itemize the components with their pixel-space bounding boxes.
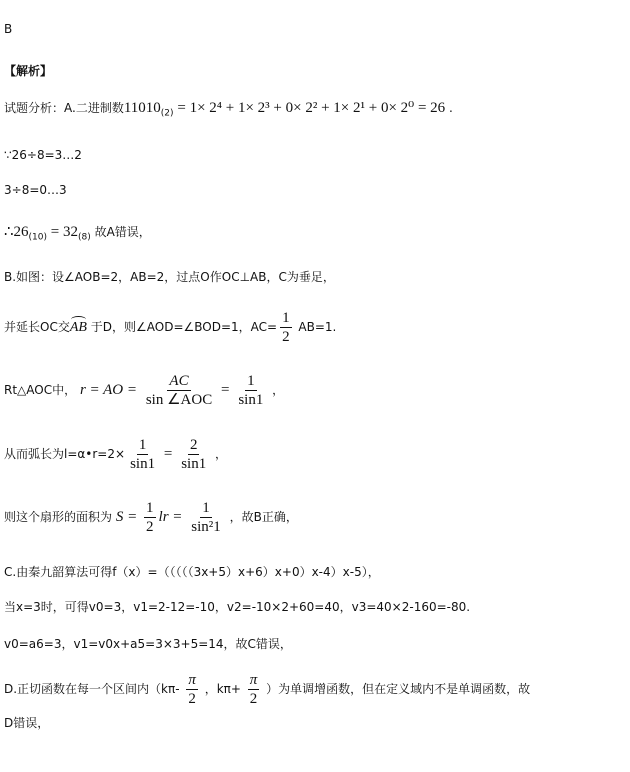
equals-sign: =: [163, 446, 173, 462]
section-title: 【解析】: [4, 64, 53, 78]
part-b-line-2: [4, 310, 336, 345]
arc-pre: 从而弧长为l=α•r=2×: [4, 447, 126, 461]
fraction-denominator: sin²1: [191, 519, 221, 535]
therefore-symbol: ∴: [4, 224, 14, 240]
fraction-one-sin2: [189, 500, 223, 535]
fraction-numerator: AC: [169, 373, 189, 389]
binary-expansion: = 1× 2⁴ + 1× 2³ + 0× 2² + 1× 2¹ + 0× 2⁰ = 26: [177, 100, 446, 116]
area-line: [4, 500, 298, 535]
fraction-one-sin1: [236, 373, 265, 408]
area-pre: 则这个扇形的面积为: [4, 510, 113, 524]
fraction-denominator: sin ∠AOC: [145, 392, 213, 408]
part-b-post: AB=1.: [298, 320, 337, 334]
decimal-number: 26: [13, 224, 29, 240]
fraction-numerator: 1: [282, 310, 290, 326]
fraction-denominator: 2: [249, 691, 258, 707]
part-d-line-1: [4, 672, 530, 707]
division-line: 3÷8=0…3: [4, 183, 67, 197]
equals-sign: =: [221, 382, 230, 398]
fraction-numerator: π: [249, 672, 258, 688]
fraction-ac-sin: [144, 373, 214, 408]
arc-post: ，: [215, 447, 228, 461]
part-b-line-1: B.如图：设∠AOB=2，AB=2，过点O作OC⊥AB，C为垂足，: [4, 270, 335, 284]
part-c-line-2: 当x=3时，可得v0=3，v1=2-12=-10，v2=-10×2+60=40，v3=40×2-160=-80.: [4, 600, 471, 614]
part-a-intro: 试题分析：A.二进制数: [4, 101, 124, 115]
part-b-pre: 并延长OC交: [4, 320, 70, 334]
fraction-numerator: 1: [138, 437, 147, 453]
part-c-line-3: v0=a6=3，v1=v0x+a5=3×3+5=14，故C错误，: [4, 637, 292, 651]
part-d-post: ）为单调增函数，但在定义域内不是单调函数，故: [266, 682, 531, 696]
fraction-denominator: 2: [146, 519, 154, 535]
area-post: ，故B正确，: [229, 510, 298, 524]
part-a-end: .: [448, 101, 453, 115]
fraction-pi-half: [248, 672, 260, 707]
part-a-line: [4, 98, 453, 118]
fraction-pi-half: [186, 672, 198, 707]
part-d-pre: D.正切函数在每一个区间内（kπ-: [4, 682, 180, 696]
answer-letter: B: [4, 22, 13, 36]
fraction-half: [144, 500, 156, 535]
area-s: S =: [115, 509, 138, 525]
rt-expr: r = AO =: [79, 382, 137, 398]
octal-number: = 32: [47, 224, 78, 240]
fraction-numerator: 2: [189, 437, 198, 453]
octal-base: (8): [78, 232, 91, 243]
conclusion-a-line: [4, 222, 151, 242]
fraction-denominator: 2: [282, 329, 290, 345]
binary-base: (2): [160, 108, 174, 119]
part-d-mid: ，kπ+: [204, 682, 241, 696]
fraction-numerator: 1: [247, 373, 255, 389]
part-d-line-2: D错误，: [4, 716, 50, 730]
fraction-numerator: 1: [146, 500, 154, 516]
fraction-numerator: 1: [202, 500, 210, 516]
fraction-denominator: sin1: [130, 456, 156, 472]
arc-length-line: [4, 437, 227, 472]
fraction-denominator: 2: [188, 691, 196, 707]
decimal-base: (10): [28, 232, 48, 243]
part-b-mid: 于D，则∠AOD=∠BOD=1，AC=: [90, 320, 278, 334]
fraction-denominator: sin1: [181, 456, 207, 472]
part-c-line-1: C.由秦九韶算法可得f（x）=（（（（（3x+5）x+6）x+0）x-4）x-5），: [4, 565, 380, 579]
arc-ab: AB: [70, 316, 87, 336]
fraction-half: [280, 310, 292, 345]
rt-pre: Rt△AOC中，: [4, 383, 77, 397]
fraction-denominator: sin1: [238, 392, 264, 408]
rt-post: ，: [272, 383, 285, 397]
fraction-numerator: π: [188, 672, 196, 688]
fraction-one-sin1: [128, 437, 157, 472]
rt-line: [4, 373, 284, 408]
binary-number: 11010: [123, 100, 161, 116]
area-lr: lr =: [158, 509, 183, 525]
conclusion-a-text: 故A错误，: [94, 225, 151, 239]
fraction-two-sin1: [179, 437, 208, 472]
since-line: ∵26÷8=3…2: [4, 148, 82, 162]
